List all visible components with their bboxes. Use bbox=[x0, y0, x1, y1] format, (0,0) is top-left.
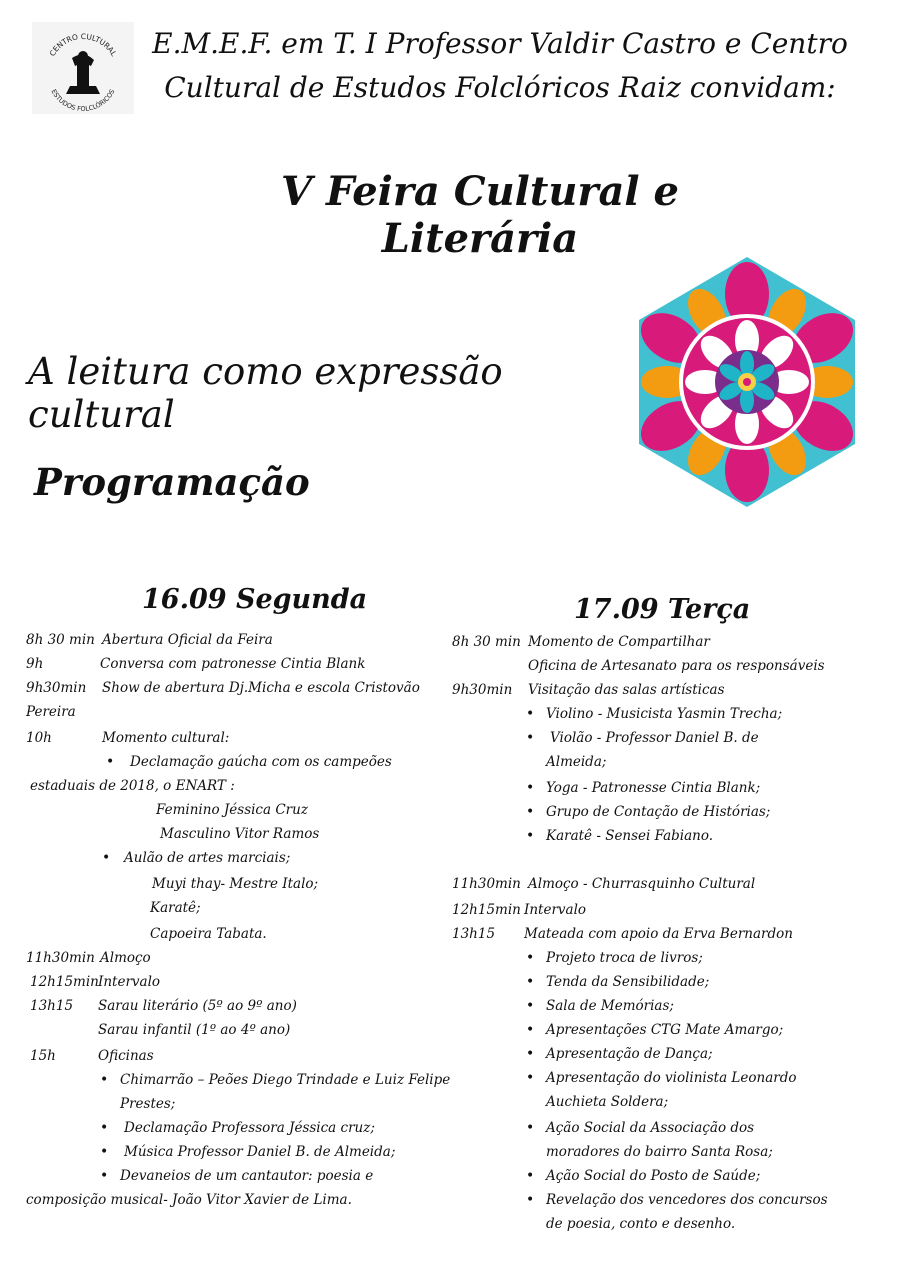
bullet: • bbox=[100, 1072, 109, 1088]
activity: Apresentação de Dança; bbox=[546, 1046, 713, 1062]
activity: Ação Social do Posto de Saúde; bbox=[546, 1168, 761, 1184]
activity: Aulão de artes marciais; bbox=[124, 850, 291, 866]
mandala-image bbox=[612, 252, 882, 512]
bullet: • bbox=[526, 1168, 535, 1184]
activity: Feminino Jéssica Cruz bbox=[156, 802, 308, 818]
activity: Almoço bbox=[100, 950, 151, 966]
activity: Música Professor Daniel B. de Almeida; bbox=[124, 1144, 396, 1160]
activity: Oficinas bbox=[98, 1048, 154, 1064]
activity: Sala de Memórias; bbox=[546, 998, 674, 1014]
bullet: • bbox=[106, 754, 115, 770]
bullet: • bbox=[526, 998, 535, 1014]
event-subtitle: A leitura como expressão cultural bbox=[28, 350, 503, 436]
event-title: V Feira Cultural e Literária bbox=[281, 168, 679, 262]
activity: Show de abertura Dj.Micha e escola Cristovão bbox=[102, 680, 420, 696]
bullet: • bbox=[526, 828, 535, 844]
time: 13h15 bbox=[452, 926, 496, 942]
activity: Revelação dos vencedores dos concursos bbox=[546, 1192, 828, 1208]
logo-graphic bbox=[32, 22, 134, 114]
header-line-2: Cultural de Estudos Folclóricos Raiz convidam: bbox=[164, 71, 836, 104]
bullet: • bbox=[100, 1168, 109, 1184]
activity: Intervalo bbox=[524, 902, 587, 918]
time: 10h bbox=[26, 730, 52, 746]
activity: Intervalo bbox=[98, 974, 161, 990]
time: 9h30min bbox=[452, 682, 513, 698]
bullet: • bbox=[526, 950, 535, 966]
bullet: • bbox=[100, 1144, 109, 1160]
header bbox=[150, 22, 850, 110]
activity: Auchieta Soldera; bbox=[546, 1094, 669, 1110]
logo-top-text: CENTRO CULTURAL bbox=[47, 31, 119, 58]
bullet: • bbox=[526, 804, 535, 820]
activity: Conversa com patronesse Cintia Blank bbox=[100, 656, 366, 672]
time: 15h bbox=[30, 1048, 56, 1064]
bullet: • bbox=[526, 1192, 535, 1208]
time: 8h 30 min bbox=[26, 632, 95, 648]
activity: Pereira bbox=[26, 704, 76, 720]
activity: Declamação gaúcha com os campeões bbox=[130, 754, 392, 770]
monday-schedule bbox=[26, 632, 451, 1222]
activity: Apresentação do violinista Leonardo bbox=[546, 1070, 797, 1086]
activity: Karatê; bbox=[150, 900, 201, 916]
bullet: • bbox=[102, 850, 111, 866]
time: 12h15min bbox=[30, 974, 99, 990]
bullet: • bbox=[526, 1022, 535, 1038]
time: 12h15min bbox=[452, 902, 521, 918]
activity: Abertura Oficial da Feira bbox=[102, 632, 273, 648]
bullet: • bbox=[526, 1046, 535, 1062]
activity: de poesia, conto e desenho. bbox=[546, 1216, 736, 1232]
activity: moradores do bairro Santa Rosa; bbox=[546, 1144, 773, 1160]
activity: Masculino Vitor Ramos bbox=[160, 826, 320, 842]
logo-bottom-text: ESTUDOS FOLCLÓRICOS bbox=[49, 87, 117, 114]
bullet: • bbox=[526, 706, 535, 722]
activity: Momento cultural: bbox=[102, 730, 230, 746]
activity: Sarau literário (5º ao 9º ano) bbox=[98, 998, 297, 1014]
activity: Almoço - Churrasquinho Cultural bbox=[528, 876, 756, 892]
activity: composição musical- João Vitor Xavier de Lima. bbox=[26, 1192, 352, 1208]
activity: Oficina de Artesanato para os responsáveis bbox=[528, 658, 825, 674]
activity: Mateada com apoio da Erva Bernardon bbox=[524, 926, 793, 942]
tuesday-heading: 17.09 Terça bbox=[574, 594, 751, 625]
activity: Violão - Professor Daniel B. de bbox=[550, 730, 759, 746]
activity: Visitação das salas artísticas bbox=[528, 682, 725, 698]
activity: Karatê - Sensei Fabiano. bbox=[546, 828, 714, 844]
activity: Grupo de Contação de Histórias; bbox=[546, 804, 771, 820]
activity: Tenda da Sensibilidade; bbox=[546, 974, 710, 990]
tuesday-schedule bbox=[452, 634, 892, 1244]
activity: Projeto troca de livros; bbox=[546, 950, 703, 966]
activity: Yoga - Patronesse Cintia Blank; bbox=[546, 780, 761, 796]
activity: Prestes; bbox=[120, 1096, 176, 1112]
activity: Capoeira Tabata. bbox=[150, 926, 267, 942]
bullet: • bbox=[526, 780, 535, 796]
bullet: • bbox=[526, 730, 535, 746]
time: 8h 30 min bbox=[452, 634, 521, 650]
time: 11h30min bbox=[452, 876, 521, 892]
activity: Almeida; bbox=[546, 754, 607, 770]
activity: Violino - Musicista Yasmin Trecha; bbox=[546, 706, 783, 722]
time: 11h30min bbox=[26, 950, 95, 966]
activity: Sarau infantil (1º ao 4º ano) bbox=[98, 1022, 291, 1038]
activity: Apresentações CTG Mate Amargo; bbox=[546, 1022, 784, 1038]
bullet: • bbox=[526, 1120, 535, 1136]
bullet: • bbox=[526, 974, 535, 990]
activity: Muyi thay- Mestre Italo; bbox=[152, 876, 319, 892]
activity: estaduais de 2018, o ENART : bbox=[30, 778, 235, 794]
activity: Chimarrão – Peões Diego Trindade e Luiz Felipe bbox=[120, 1072, 451, 1088]
activity: Declamação Professora Jéssica cruz; bbox=[124, 1120, 375, 1136]
header-line-1: E.M.E.F. em T. I Professor Valdir Castro e Centro bbox=[152, 27, 848, 60]
time: 9h30min bbox=[26, 680, 87, 696]
bullet: • bbox=[526, 1070, 535, 1086]
monday-heading: 16.09 Segunda bbox=[142, 584, 368, 615]
programacao-heading: Programação bbox=[34, 460, 310, 504]
bullet: • bbox=[100, 1120, 109, 1136]
activity: Ação Social da Associação dos bbox=[546, 1120, 755, 1136]
time: 13h15 bbox=[30, 998, 74, 1014]
mandala-graphic bbox=[632, 257, 862, 507]
logo bbox=[32, 22, 134, 114]
activity: Devaneios de um cantautor: poesia e bbox=[120, 1168, 374, 1184]
activity: Momento de Compartilhar bbox=[528, 634, 710, 650]
time: 9h bbox=[26, 656, 44, 672]
